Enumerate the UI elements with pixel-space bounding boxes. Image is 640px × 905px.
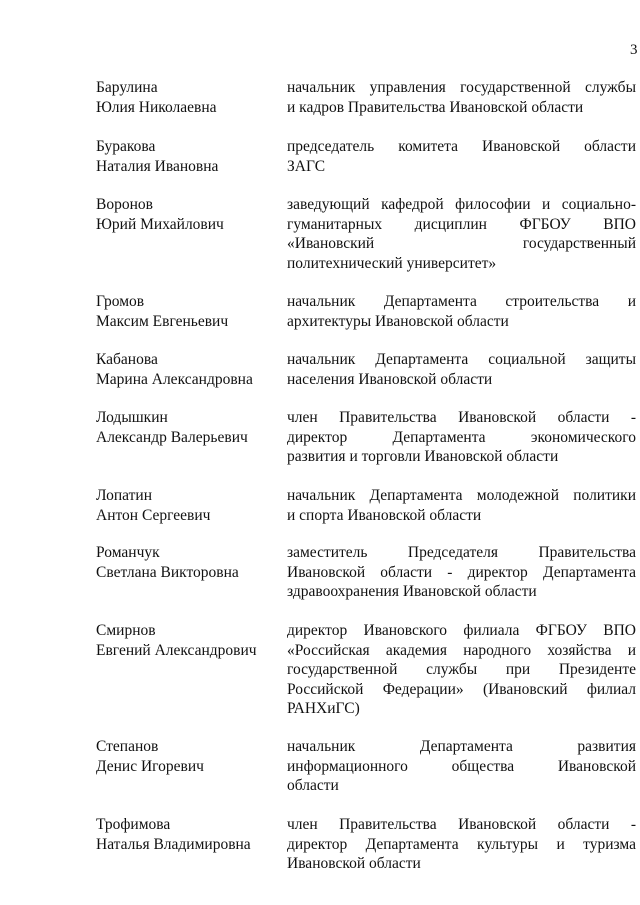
member-given-name: Евгений Александрович (96, 641, 257, 659)
position-line: заместитель Председателя Правительства (287, 544, 636, 561)
member-surname: Смирнов (96, 622, 156, 639)
member-given-name: Светлана Викторовна (96, 563, 239, 581)
member-position (287, 350, 636, 389)
member-surname: Буракова (96, 138, 156, 155)
position-line: Ивановской области - директор Департамента (287, 563, 636, 581)
position-line: и спорта Ивановской области (287, 506, 482, 524)
member-name (96, 78, 286, 117)
position-line: начальник Департамента молодежной политики (287, 487, 636, 504)
member-given-name: Марина Александровна (96, 370, 253, 388)
member-surname: Трофимова (96, 816, 171, 833)
member-position (287, 815, 636, 874)
position-line: гуманитарных дисциплин ФГБОУ ВПО (287, 215, 636, 233)
position-line: председатель комитета Ивановской области (287, 138, 636, 155)
position-line: РАНХиГС) (287, 700, 360, 718)
position-line: архитектуры Ивановской области (287, 312, 509, 330)
member-surname: Лопатин (96, 487, 153, 504)
position-line: заведующий кафедрой философии и социально- (287, 196, 636, 213)
position-line: член Правительства Ивановской области - (287, 816, 636, 833)
member-given-name: Юлия Николаевна (96, 98, 217, 116)
member-position (287, 292, 636, 331)
position-line: начальник Департамента строительства и (287, 293, 636, 310)
member-name (96, 621, 286, 660)
position-line: «Ивановский государственный (287, 235, 636, 253)
page-number: 3 (630, 42, 638, 58)
member-name (96, 486, 286, 525)
position-line: политехнический университет» (287, 254, 497, 272)
member-position (287, 195, 636, 273)
member-given-name: Александр Валерьевич (96, 428, 248, 446)
position-line: член Правительства Ивановской области - (287, 409, 636, 426)
member-surname: Воронов (96, 196, 153, 213)
member-given-name: Наталья Владимировна (96, 835, 251, 853)
position-line: информационного общества Ивановской (287, 757, 636, 775)
member-given-name: Антон Сергеевич (96, 506, 211, 524)
position-line: «Российская академия народного хозяйства и (287, 641, 636, 659)
position-line: области (287, 777, 339, 795)
position-line: директор Ивановского филиала ФГБОУ ВПО (287, 622, 636, 639)
member-surname: Лодышкин (96, 409, 168, 426)
member-given-name: Денис Игоревич (96, 757, 204, 775)
position-line: населения Ивановской области (287, 370, 493, 388)
member-position (287, 408, 636, 467)
member-given-name: Наталия Ивановна (96, 157, 219, 175)
position-line: развития и торговли Ивановской области (287, 448, 559, 466)
member-position (287, 737, 636, 796)
member-position (287, 621, 636, 719)
member-name (96, 350, 286, 389)
member-position (287, 78, 636, 117)
position-line: директор Департамента экономического (287, 428, 636, 446)
member-position (287, 543, 636, 602)
member-name (96, 543, 286, 582)
member-name (96, 815, 286, 854)
member-surname: Кабанова (96, 351, 158, 368)
member-position (287, 137, 636, 176)
member-surname: Степанов (96, 738, 159, 755)
member-name (96, 195, 286, 234)
position-line: и кадров Правительства Ивановской области (287, 98, 584, 116)
member-name (96, 137, 286, 176)
member-surname: Романчук (96, 544, 160, 561)
member-given-name: Максим Евгеньевич (96, 312, 229, 330)
position-line: директор Департамента культуры и туризма (287, 835, 636, 853)
position-line: начальник Департамента социальной защиты (287, 351, 636, 368)
position-line: начальник управления государственной службы (287, 79, 636, 96)
member-given-name: Юрий Михайлович (96, 215, 224, 233)
position-line: ЗАГС (287, 157, 326, 175)
position-line: здравоохранения Ивановской области (287, 583, 537, 601)
position-line: начальник Департамента развития (287, 738, 636, 755)
position-line: Российской Федерации» (Ивановский филиал (287, 680, 636, 698)
member-surname: Громов (96, 293, 145, 310)
member-name (96, 408, 286, 447)
member-surname: Барулина (96, 79, 158, 96)
member-position (287, 486, 636, 525)
position-line: государственной службы при Президенте (287, 661, 636, 679)
member-name (96, 292, 286, 331)
member-name (96, 737, 286, 776)
position-line: Ивановской области (287, 855, 421, 873)
